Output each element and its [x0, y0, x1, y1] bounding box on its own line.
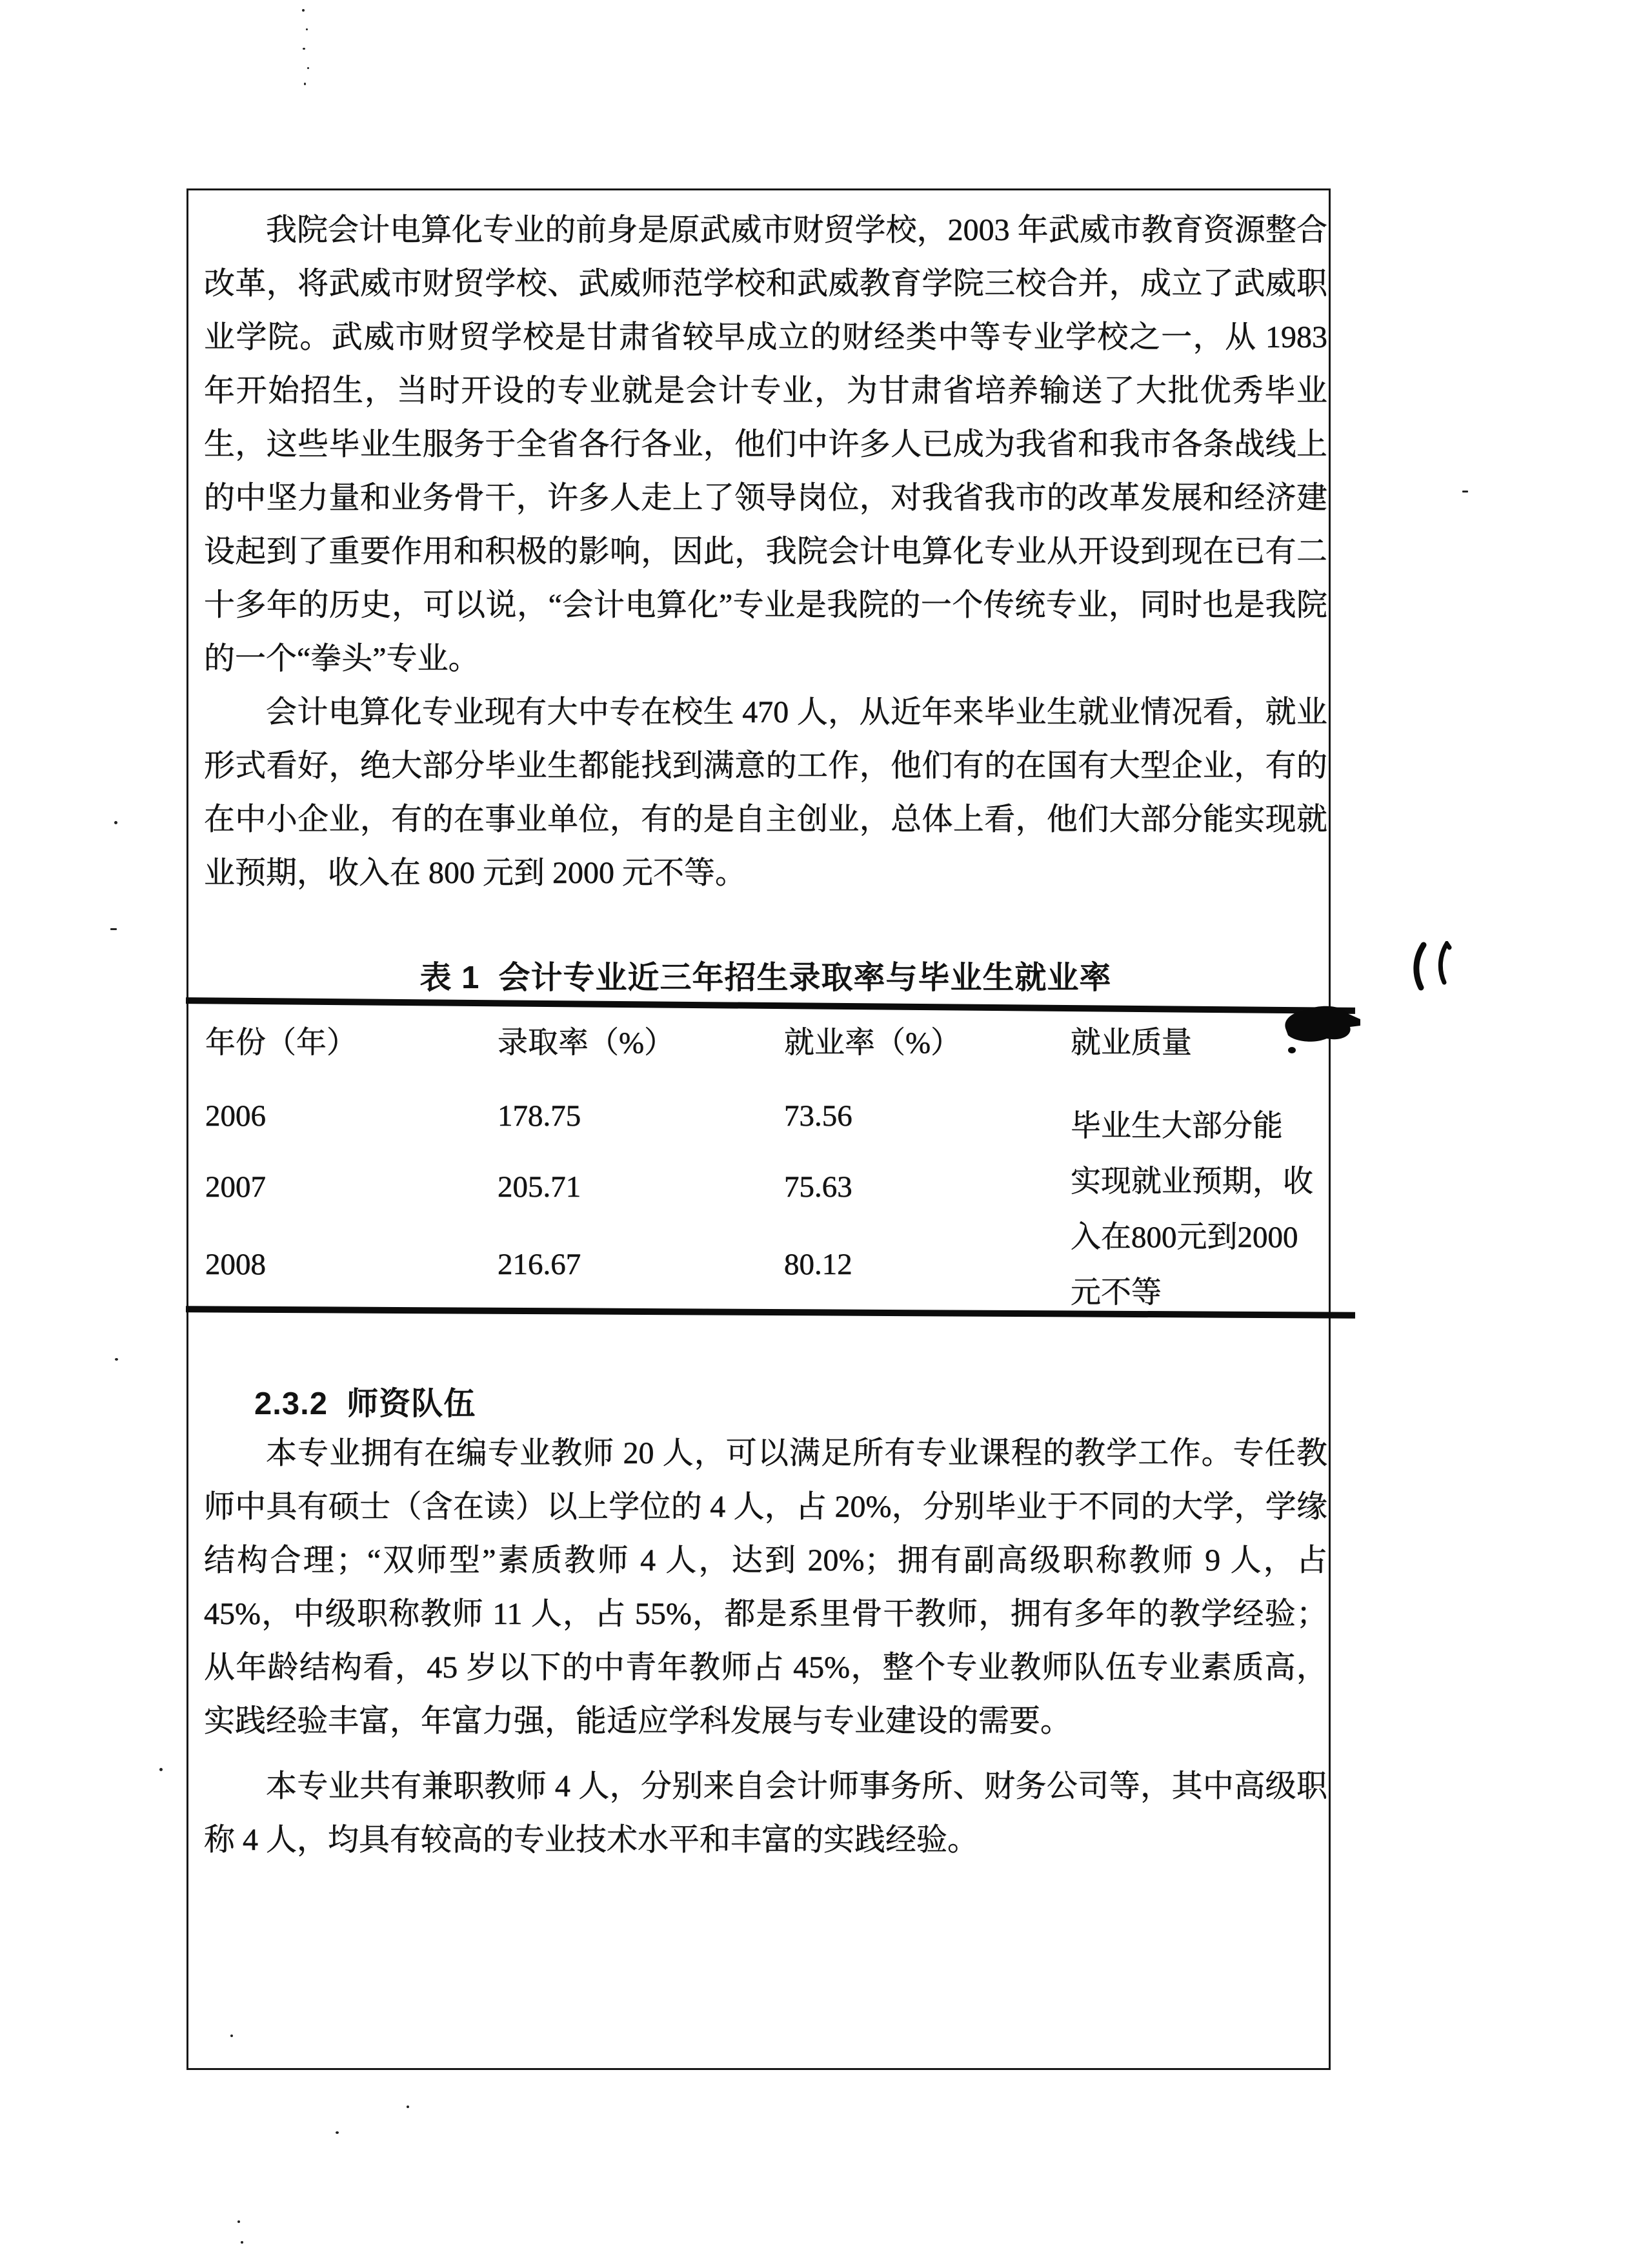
scan-speck [237, 2220, 240, 2223]
table-cell-employment-rate: 80.12 [784, 1248, 852, 1281]
table-header-employment-quality: 就业质量 [1071, 1026, 1192, 1060]
table-header-employment-rate: 就业率（%） [784, 1026, 962, 1060]
table-cell-employment-rate: 73.56 [784, 1099, 852, 1133]
enrollment-employment-table [204, 1024, 1327, 1310]
scan-speck [302, 9, 305, 12]
table-cell-year: 2007 [205, 1170, 266, 1204]
scan-speck [241, 2241, 243, 2244]
scan-speck [304, 83, 306, 85]
table-cell-admission-rate: 216.67 [498, 1248, 581, 1281]
scan-speck [1462, 491, 1468, 492]
scan-speck [407, 2106, 409, 2108]
table-header-year: 年份（年） [205, 1026, 357, 1060]
table-cell-employment-rate: 75.63 [784, 1170, 852, 1204]
ink-smudge [1282, 1001, 1363, 1060]
table-cell-admission-rate: 205.71 [498, 1170, 581, 1204]
quality-note-line: 入在800元到2000 [1071, 1221, 1298, 1254]
table-cell-admission-rate: 178.75 [498, 1099, 581, 1133]
quality-note-line: 实现就业预期，收 [1071, 1165, 1313, 1199]
table-header-admission-rate: 录取率（%） [498, 1026, 675, 1060]
table-cell-year: 2006 [205, 1099, 266, 1133]
scan-speck [114, 821, 117, 824]
section-heading-faculty: 2.3.2 师资队伍 [254, 1386, 476, 1421]
scan-speck [110, 928, 117, 930]
scan-speck [307, 67, 309, 69]
scan-speck [336, 2131, 339, 2134]
paragraph-major-history: 我院会计电算化专业的前身是原武威市财贸学校，2003 年武威市教育资源整合改革，将武威市财贸学校、武威师范学校和武威教育学院三校合并，成立了武威职业学院。武威市财贸学校是甘肃省较早成立的财经类中等专业学校之一，从 1983 年开始招生，当时开设的专业就是会计专业，为甘肃省培养输送了大批优秀毕业生，这些毕业生服务于全省各行各业，他们中许多人已成为我省和我市各条战线上的中坚力量和业务骨干，许多人走上了领导岗位，对我省我市的改革发展和经济建设起到了重要作用和积极的影响，因此，我院会计电算化专业从开设到现在已有二十多年的历史，可以说，“会计电算化”专业是我院的一个传统专业，同时也是我院的一个“拳头”专业。 [204, 213, 1335, 676]
scan-speck [303, 48, 305, 50]
scan-speck [306, 28, 308, 30]
table-cell-year: 2008 [205, 1248, 266, 1281]
scan-speck [115, 1358, 118, 1361]
quality-note-line: 毕业生大部分能 [1071, 1110, 1283, 1143]
paragraph-employment-overview: 会计电算化专业现有大中专在校生 470 人，从近年来毕业生就业情况看，就业形式看好，绝大部分毕业生都能找到满意的工作，他们有的在国有大型企业，有的在中小企业，有的在事业单位，有的是自主创业，总体上看，他们大部分能实现就业预期，收入在 800 元到 2000 元不等。 [204, 695, 1327, 890]
table-title: 表 1 会计专业近三年招生录取率与毕业生就业率 [419, 960, 1112, 995]
form-cell-border [186, 188, 1335, 2070]
scan-speck [159, 1768, 163, 1771]
paragraph-parttime-teachers: 本专业共有兼职教师 4 人，分别来自会计师事务所、财务公司等，其中高级职称 4 人，均具有较高的专业技术水平和丰富的实践经验。 [204, 1769, 1327, 1857]
paragraph-faculty-team: 本专业拥有在编专业教师 20 人，可以满足所有专业课程的教学工作。专任教师中具有硕士（含在读）以上学位的 4 人，占 20%，分别毕业于不同的大学，学缘结构合理；“双师型”素质教师 4 人，达到 20%；拥有副高级职称教师 9 人，占 45%，中级职称教师 11 人，占 55%，都是系里骨干教师，拥有多年的教学经验；从年龄结构看，45 岁以下的中青年教师占 45%，整个专业教师队伍专业素质高，实践经验丰富，年富力强，能适应学科发展与专业建设的需要。 [204, 1436, 1335, 1738]
employment-quality-note [1071, 1097, 1374, 1310]
quality-note-line: 元不等 [1071, 1276, 1162, 1310]
handwritten-mark [1411, 941, 1452, 991]
